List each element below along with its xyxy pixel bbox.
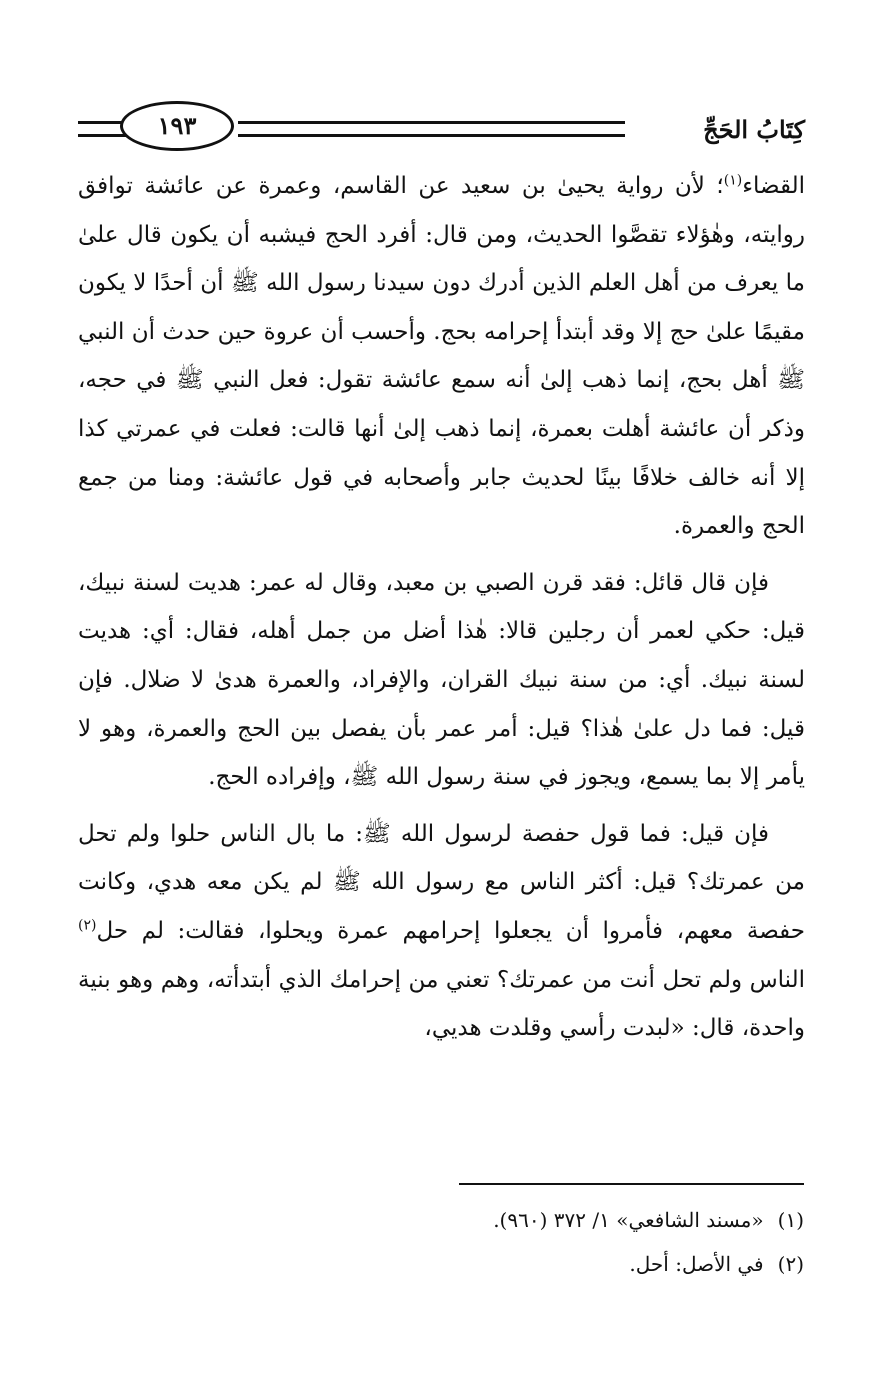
paragraph-3 [78, 810, 805, 1053]
footnote-2 [77, 1242, 804, 1286]
footnote-1 [77, 1198, 804, 1242]
paragraph-text: الناس ولم تحل أنت من عمرتك؟ تعني من إحرامك الذي أبتدأته، وهم وهو بنية واحدة، قال: «لبدت رأسي وقلدت هديي، [78, 966, 805, 1042]
footnote-text: «مسند الشافعي» ١/ ٣٧٢ (٩٦٠). [493, 1208, 764, 1232]
paragraph-text: ؛ لأن رواية يحيىٰ بن سعيد عن القاسم، وعمرة عن عائشة توافق روايته، وهٰؤلاء تقصَّوا الحديث، ومن قال: أفرد الحج فيشبه أن يكون قال علىٰ ما يعرف من أهل العلم الذين أدرك دون سيدنا رسول الله ﷺ أن أحدًا لا يكون مقيمًا علىٰ حج إلا وقد أبتدأ إحرامه بحج. وأحسب أن عروة حين حدث أن النبي ﷺ أهل بحج، إنما ذهب إلىٰ أنه سمع عائشة تقول: فعل النبي ﷺ في حجه، وذكر أن عائشة أهلت بعمرة، إنما ذهب إلىٰ أنها قالت: فعلت في عمرتي كذا إلا أنه خالف خلافًا بينًا لحديث جابر وأصحابه في قول عائشة: ومنا من جمع الحج والعمرة. [78, 173, 805, 540]
header-rule-right [238, 121, 625, 137]
paragraph-text: فإن قال قائل: فقد قرن الصبي بن معبد، وقال له عمر: هديت لسنة نبيك، قيل: حكي لعمر أن رجلين قالا: هٰذا أضل من جمل أهله، فقال: أي: هديت لسنة نبيك. أي: من سنة نبيك القران، والإفراد، والعمرة هدىٰ لا ضلال. فإن قيل: فما دل علىٰ هٰذا؟ قيل: أمر عمر بأن يفصل بين الحج والعمرة، وهو لا يأمر إلا بما يسمع، ويجوز في سنة رسول الله ﷺ، وإفراده الحج. [78, 569, 805, 791]
footnote-text: في الأصل: أحل. [629, 1252, 764, 1276]
footnotes [77, 1198, 804, 1286]
paragraph-text: القضاء [742, 173, 805, 199]
paragraph-1 [78, 162, 805, 551]
paragraph-2 [78, 559, 805, 802]
footnote-number: (١) [777, 1208, 804, 1232]
page-number-badge [120, 101, 234, 151]
running-header [78, 95, 805, 155]
footnote-ref-1: (١) [723, 172, 743, 189]
paragraph-text: فإن قيل: فما قول حفصة لرسول الله ﷺ: ما بال الناس حلوا ولم تحل من عمرتك؟ قيل: أكثر الناس مع رسول الله ﷺ لم يكن معه هدي، وكانت حفصة معهم، فأمروا أن يجعلوا إحرامهم عمرة ويحلوا، فقالت: لم حل [78, 820, 805, 944]
main-text [78, 162, 805, 1061]
page-number: ١٩٣ [157, 111, 197, 140]
footnote-ref-2: (٢) [78, 917, 97, 934]
footnote-number: (٢) [777, 1252, 804, 1276]
footnote-separator [459, 1183, 804, 1185]
chapter-title: كِتَابُ الحَجِّ [703, 115, 805, 144]
